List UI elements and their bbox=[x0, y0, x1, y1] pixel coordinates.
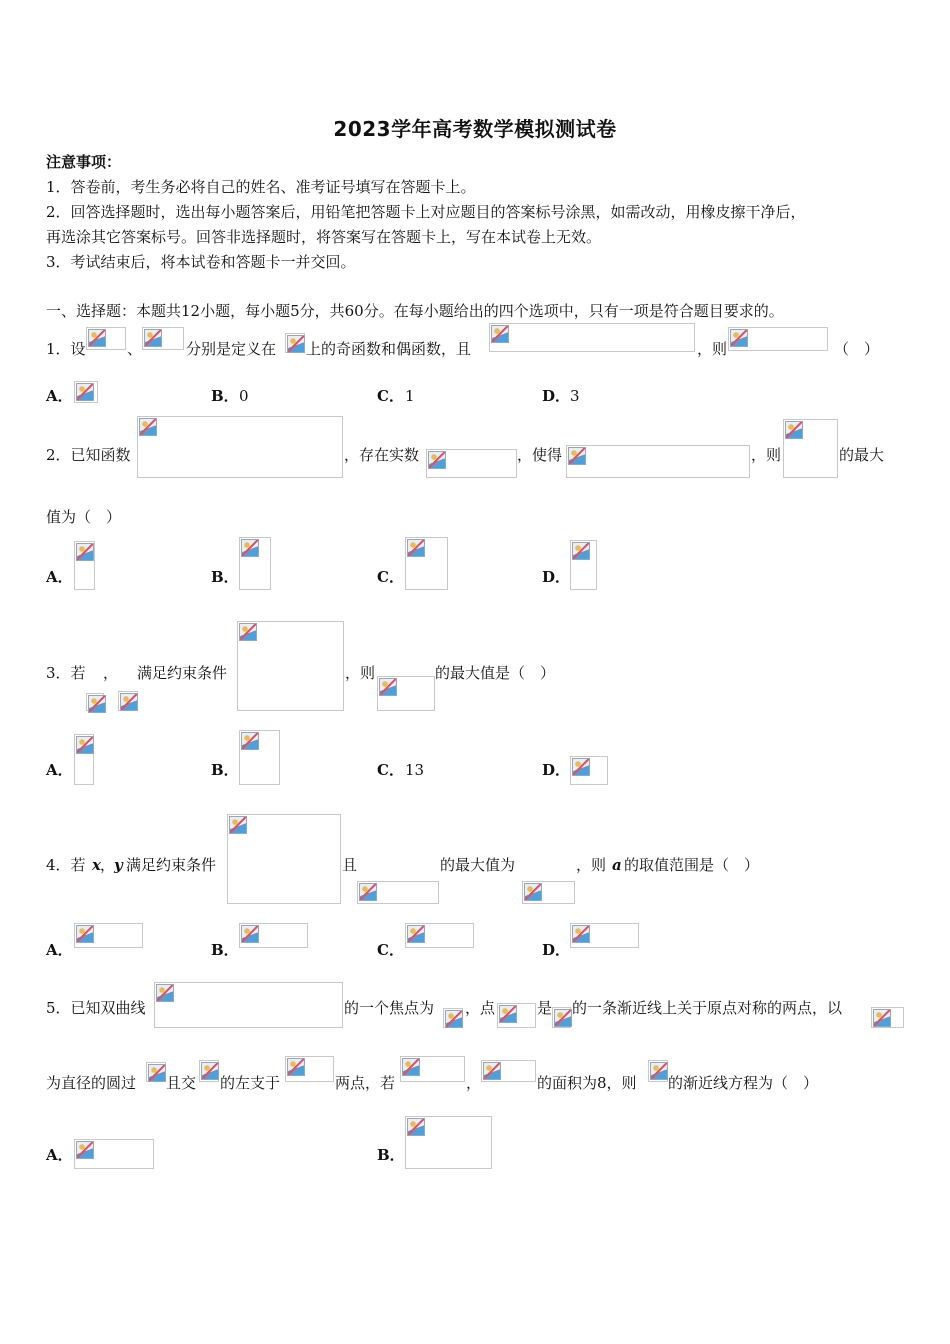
q3-number: 3．若 bbox=[46, 664, 86, 682]
q2-formula-image-function bbox=[137, 416, 343, 478]
q5-formula-image-focus-2 bbox=[146, 1062, 166, 1082]
q5-formula-image-condition bbox=[400, 1056, 465, 1082]
q1-separator: 、 bbox=[127, 340, 143, 358]
q3-formula-image-y bbox=[118, 691, 138, 711]
q4-text-1: 满足约束条件 bbox=[126, 856, 217, 874]
q3-option-b-label: B． bbox=[211, 761, 239, 779]
q3-text-2: ，则 bbox=[345, 664, 376, 682]
q5-formula-image-curve bbox=[552, 1007, 571, 1028]
q5-text-6: 且交 bbox=[166, 1074, 197, 1092]
q2-option-c-label: C． bbox=[377, 568, 404, 586]
q4-option-a-image bbox=[74, 923, 143, 948]
q4-option-a-label: A． bbox=[46, 941, 73, 959]
q5-formula-image-curve-3 bbox=[648, 1060, 668, 1082]
q1-formula-image-expression bbox=[728, 327, 828, 351]
q4-option-d-label: D． bbox=[542, 941, 571, 959]
section-heading: 一、选择题：本题共12小题，每小题5分，共60分。在每小题给出的四个选项中，只有一项是符合题目要求的。 bbox=[46, 302, 784, 320]
q5-text-9: ， bbox=[466, 1074, 482, 1092]
q1-option-d-value: 3 bbox=[570, 387, 580, 405]
q1-text-2: 上的奇函数和偶函数，且 bbox=[306, 340, 472, 358]
notice-item-3: 3．考试结束后，将本试卷和答题卡一并交回。 bbox=[46, 253, 356, 271]
q1-formula-image-equation bbox=[489, 323, 695, 352]
q3-text-3: 的最大值是（ ） bbox=[435, 664, 556, 682]
q4-formula-image-max bbox=[522, 881, 575, 904]
q3-formula-image-constraints bbox=[237, 621, 344, 711]
q4-comma: ， bbox=[100, 856, 116, 874]
q3-text-1: 满足约束条件 bbox=[137, 664, 228, 682]
q1-option-b-value: 0 bbox=[239, 387, 249, 405]
q1-formula-image-domain bbox=[285, 333, 305, 353]
q2-number: 2．已知函数 bbox=[46, 446, 131, 464]
q5-formula-image-hyperbola bbox=[154, 982, 343, 1028]
q3-option-d-label: D． bbox=[542, 761, 571, 779]
q4-text-5: 的取值范围是（ ） bbox=[624, 856, 760, 874]
q1-paren: （ ） bbox=[834, 340, 880, 358]
q1-option-a-label: A． bbox=[46, 387, 73, 405]
q1-option-b-label: B． bbox=[211, 387, 239, 405]
q1-formula-image-g bbox=[142, 327, 184, 350]
q4-formula-image-objective bbox=[357, 881, 439, 904]
q1-number: 1．设 bbox=[46, 340, 86, 358]
q5-formula-image-triangle bbox=[481, 1060, 536, 1082]
q5-text-5: 为直径的圆过 bbox=[46, 1074, 137, 1092]
q2-text-5: 值为（ ） bbox=[46, 508, 122, 526]
q4-option-b-label: B． bbox=[211, 941, 239, 959]
q1-option-c-value: 1 bbox=[405, 387, 415, 405]
q5-text-1: 的一个焦点为 bbox=[344, 999, 435, 1017]
notice-item-2-line-2: 再选涂其它答案标号。回答非选择题时，将答案写在答题卡上，写在本试卷上无效。 bbox=[46, 228, 602, 246]
q4-var-x: x bbox=[92, 856, 101, 874]
q4-formula-image-constraints bbox=[227, 814, 341, 904]
q3-formula-image-objective bbox=[377, 676, 435, 711]
q3-option-c-value: 13 bbox=[405, 761, 425, 779]
q2-text-4: 的最大 bbox=[839, 446, 885, 464]
q5-formula-image-curve-2 bbox=[199, 1060, 219, 1082]
notice-item-2-line-1: 2．回答选择题时，选出每小题答案后，用铅笔把答题卡上对应题目的答案标号涂黑，如需改动，用橡皮擦干净后， bbox=[46, 203, 806, 221]
q5-option-a-image bbox=[74, 1139, 154, 1169]
q2-formula-image-real bbox=[426, 449, 517, 478]
q3-comma: ， bbox=[103, 664, 119, 682]
q5-text-10: 的面积为8，则 bbox=[537, 1074, 637, 1092]
q2-formula-image-target bbox=[783, 419, 838, 478]
q2-text-3: ，则 bbox=[751, 446, 782, 464]
q4-option-b-image bbox=[239, 923, 308, 948]
q2-option-d-image bbox=[570, 540, 597, 590]
q3-option-b-image bbox=[239, 730, 280, 785]
q5-formula-image-intersections bbox=[285, 1056, 334, 1082]
q1-formula-image-f bbox=[86, 327, 126, 350]
q5-formula-image-points bbox=[497, 1003, 536, 1028]
q3-option-a-image bbox=[74, 734, 94, 785]
q1-option-a-image bbox=[74, 381, 98, 403]
q2-text-2: ，使得 bbox=[517, 446, 563, 464]
q5-text-11: 的渐近线方程为（ ） bbox=[668, 1074, 819, 1092]
q2-formula-image-condition bbox=[566, 445, 750, 478]
q2-option-a-label: A． bbox=[46, 568, 73, 586]
q5-formula-image-segment bbox=[871, 1007, 904, 1028]
q4-number: 4．若 bbox=[46, 856, 86, 874]
q1-option-d-label: D． bbox=[542, 387, 571, 405]
q3-option-a-label: A． bbox=[46, 761, 73, 779]
q1-text-3: ，则 bbox=[697, 340, 728, 358]
q3-option-c-label: C． bbox=[377, 761, 404, 779]
q5-number: 5．已知双曲线 bbox=[46, 999, 146, 1017]
q5-text-4: 的一条渐近线上关于原点对称的两点，以 bbox=[572, 999, 843, 1017]
q4-option-d-image bbox=[570, 923, 639, 948]
q2-option-c-image bbox=[405, 537, 448, 590]
q4-option-c-image bbox=[405, 923, 474, 948]
notice-item-1: 1．答卷前，考生务必将自己的姓名、准考证号填写在答题卡上。 bbox=[46, 178, 476, 196]
q5-text-2: ，点 bbox=[465, 999, 496, 1017]
q4-var-y: y bbox=[114, 856, 123, 874]
page-title: 2023学年高考数学模拟测试卷 bbox=[333, 117, 617, 141]
q1-text-1: 分别是定义在 bbox=[186, 340, 277, 358]
q4-option-c-label: C． bbox=[377, 941, 404, 959]
q5-option-b-label: B． bbox=[377, 1146, 405, 1164]
q2-option-b-label: B． bbox=[211, 568, 239, 586]
q5-text-8: 两点，若 bbox=[335, 1074, 396, 1092]
q5-text-3: 是 bbox=[537, 999, 553, 1017]
q1-option-c-label: C． bbox=[377, 387, 404, 405]
q4-var-a: a bbox=[612, 856, 622, 874]
q5-text-7: 的左支于 bbox=[220, 1074, 281, 1092]
q4-text-3: 的最大值为 bbox=[440, 856, 516, 874]
q2-text-1: ，存在实数 bbox=[344, 446, 420, 464]
q4-text-2: 且 bbox=[342, 856, 358, 874]
q5-option-b-image bbox=[405, 1116, 492, 1169]
q5-formula-image-focus bbox=[443, 1008, 463, 1028]
notice-heading: 注意事项： bbox=[46, 153, 122, 171]
q5-option-a-label: A． bbox=[46, 1146, 73, 1164]
q2-option-a-image bbox=[74, 541, 95, 590]
q2-option-d-label: D． bbox=[542, 568, 571, 586]
q3-option-d-image bbox=[570, 756, 608, 785]
q3-formula-image-x bbox=[86, 693, 104, 711]
q4-text-4: ，则 bbox=[576, 856, 607, 874]
q2-option-b-image bbox=[239, 537, 271, 590]
